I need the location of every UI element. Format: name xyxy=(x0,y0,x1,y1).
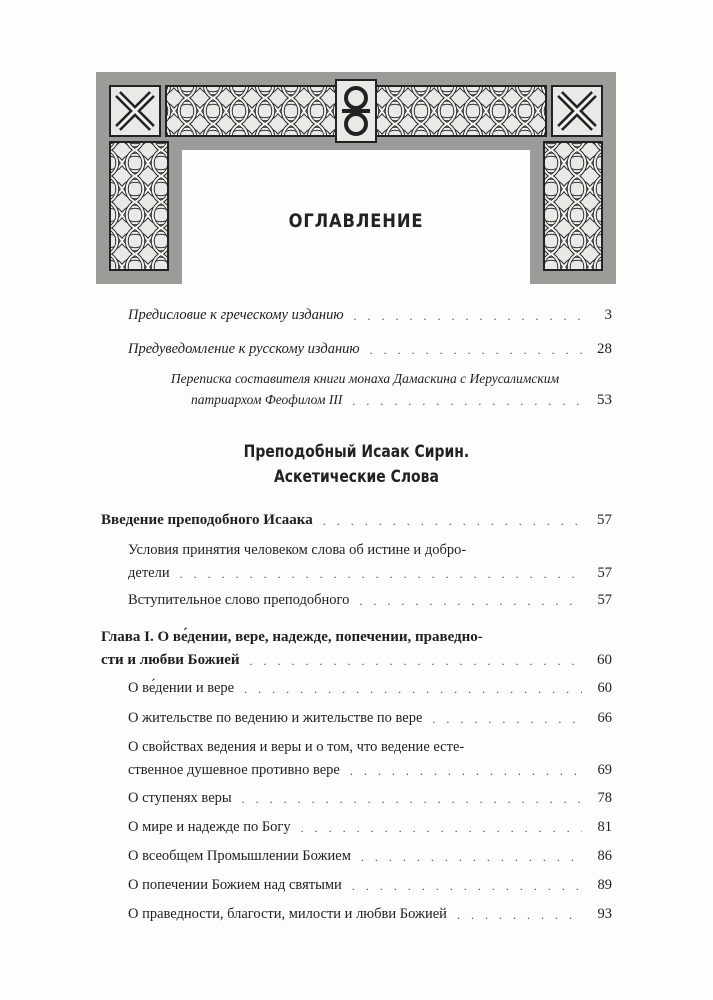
toc-entry-title-line1: Глава I. О ве́дении, вере, надежде, попечении, праведно- xyxy=(101,629,483,645)
dot-leader xyxy=(354,308,582,325)
toc-entry-title: О всеобщем Промышлении Божием xyxy=(128,848,351,864)
toc-entry-title-line2: патриархом Феофилом III xyxy=(191,392,343,407)
toc-entry-title-line1: О свойствах ведения и веры и о том, что ведение есте- xyxy=(128,739,465,755)
toc-entry-title: О жительстве по ведению и жительстве по вере xyxy=(128,710,423,726)
dot-leader xyxy=(352,878,582,895)
toc-entry-title: О мире и надежде по Богу xyxy=(128,819,291,835)
toc-entry-page: 81 xyxy=(597,819,612,835)
toc-entry[interactable] xyxy=(128,368,612,410)
toc-entry-page: 78 xyxy=(597,790,612,806)
toc-entry[interactable] xyxy=(128,678,612,698)
toc-entry-page: 57 xyxy=(597,512,612,528)
dot-leader xyxy=(250,653,582,670)
toc-entry[interactable] xyxy=(128,788,612,808)
toc-entry-title-line2: детели xyxy=(128,565,170,581)
dot-leader xyxy=(350,763,582,780)
toc-entry-title: О ве́дении и вере xyxy=(128,680,235,696)
toc-entry-page: 93 xyxy=(597,906,612,922)
toc-entry[interactable] xyxy=(128,737,612,780)
toc-entry-page: 69 xyxy=(597,762,612,778)
toc-entry-title-line1: Условия принятия человеком слова об истине и добро- xyxy=(128,542,467,558)
toc-entry-title: Предисловие к греческому изданию xyxy=(128,307,344,323)
toc-entry-page: 89 xyxy=(597,877,612,893)
dot-leader xyxy=(432,711,582,728)
dot-leader xyxy=(180,566,582,583)
toc-entry[interactable] xyxy=(128,590,612,610)
toc-entry-chapter[interactable] xyxy=(101,627,612,670)
page-title: ОГЛАВЛЕНИЕ xyxy=(288,210,424,232)
toc-entry-page: 66 xyxy=(597,710,612,726)
toc-entry[interactable] xyxy=(128,846,612,866)
toc-entry-page: 57 xyxy=(597,565,612,581)
toc-entry-title: Предуведомление к русскому изданию xyxy=(128,341,360,357)
toc-entry[interactable] xyxy=(128,817,612,837)
toc-entry-page: 60 xyxy=(597,680,612,696)
toc-entry-page: 3 xyxy=(604,307,612,323)
toc-entry-title: О праведности, благости, милости и любви Божией xyxy=(128,906,447,922)
section-heading-line2: Аскетические Слова xyxy=(273,467,439,487)
toc-entry-title: О ступенях веры xyxy=(128,790,232,806)
toc-entry-introduction[interactable] xyxy=(101,510,612,530)
toc-entry-page: 60 xyxy=(597,652,612,668)
dot-leader xyxy=(301,820,582,837)
toc-entry-page: 57 xyxy=(597,592,612,608)
toc-entry-page: 86 xyxy=(597,848,612,864)
dot-leader xyxy=(370,342,582,359)
dot-leader xyxy=(242,791,582,808)
toc-entry-title-line1: Переписка составителя книги монаха Дамаскина с Иерусалимским xyxy=(170,371,560,386)
dot-leader xyxy=(323,513,582,530)
toc-entry-title: О попечении Божием над святыми xyxy=(128,877,342,893)
toc-entry-title-line2: сти и любви Божией xyxy=(101,652,240,668)
dot-leader xyxy=(244,681,582,698)
toc-entry-title-line2: ственное душевное противно вере xyxy=(128,762,340,778)
toc-entry[interactable] xyxy=(128,305,612,325)
toc-entry-page: 28 xyxy=(597,341,612,357)
toc-entry[interactable] xyxy=(128,904,612,924)
dot-leader xyxy=(352,393,582,410)
dot-leader xyxy=(359,593,582,610)
toc-entry[interactable] xyxy=(128,339,612,359)
toc-entry[interactable] xyxy=(128,708,612,728)
toc-entry[interactable] xyxy=(128,540,612,583)
section-heading-line1: Преподобный Исаак Сирин. xyxy=(243,442,470,462)
toc-entry-title: Вступительное слово преподобного xyxy=(128,592,350,608)
toc-entry-title: Введение преподобного Исаака xyxy=(101,512,313,528)
dot-leader xyxy=(457,907,582,924)
toc-entry[interactable] xyxy=(128,875,612,895)
toc-entry-page: 53 xyxy=(597,392,612,408)
dot-leader xyxy=(361,849,582,866)
